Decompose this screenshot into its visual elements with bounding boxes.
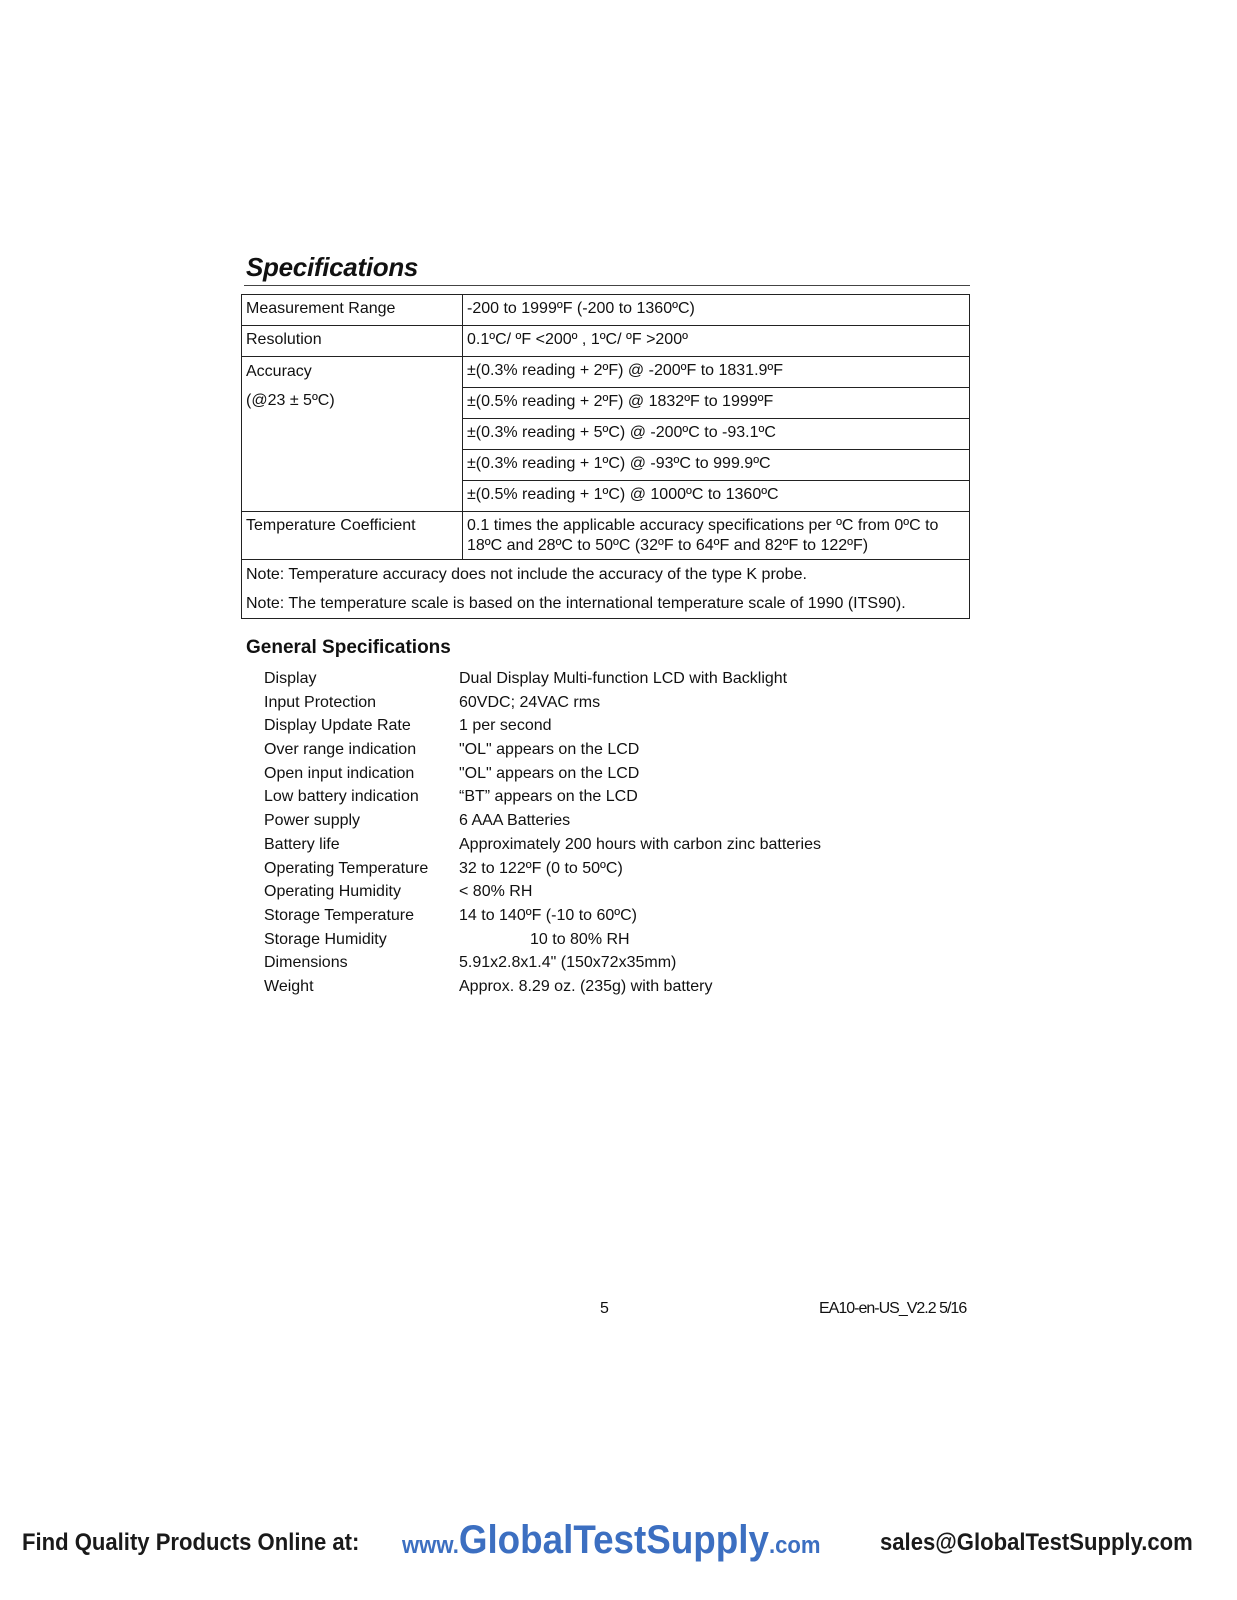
footer-banner <box>0 1518 1237 1568</box>
accuracy-value: ±(0.3% reading + 1ºC) @ -93ºC to 999.9ºC <box>463 450 970 481</box>
table-row <box>242 295 970 326</box>
list-item <box>264 691 964 715</box>
general-specifications-list <box>264 667 964 999</box>
resolution-value: 0.1ºC/ ºF <200º , 1ºC/ ºF >200º <box>463 326 970 357</box>
list-item <box>264 738 964 762</box>
spec-label: Dimensions <box>264 954 348 972</box>
table-row <box>242 326 970 357</box>
spec-value: 1 per second <box>459 717 552 735</box>
general-specifications-title: General Specifications <box>246 637 451 658</box>
spec-label: Weight <box>264 977 314 995</box>
spec-label: Storage Temperature <box>264 906 415 924</box>
specifications-table <box>241 294 970 619</box>
note-its90: Note: The temperature scale is based on the international temperature scale of 1990 (ITS90). <box>246 595 906 612</box>
url-prefix: www. <box>402 1532 459 1559</box>
list-item <box>264 785 964 809</box>
list-item <box>264 975 964 999</box>
list-item <box>264 762 964 786</box>
spec-label: Over range indication <box>264 741 417 759</box>
list-item <box>264 951 964 975</box>
spec-label: Open input indication <box>264 764 415 782</box>
accuracy-label: Accuracy <box>246 363 312 380</box>
accuracy-value: ±(0.3% reading + 5ºC) @ -200ºC to -93.1ºC <box>463 419 970 450</box>
spec-label: Low battery indication <box>264 788 419 806</box>
spec-value: Approximately 200 hours with carbon zinc batteries <box>459 835 821 853</box>
spec-label: Operating Humidity <box>264 883 401 901</box>
spec-label: Storage Humidity <box>264 930 387 948</box>
spec-value: 14 to 140ºF (-10 to 60ºC) <box>459 906 637 924</box>
accuracy-sublabel: (@23 ± 5ºC) <box>246 392 335 409</box>
accuracy-value: ±(0.3% reading + 2ºF) @ -200ºF to 1831.9ºF <box>463 357 970 388</box>
spec-value: 60VDC; 24VAC rms <box>459 693 601 711</box>
spec-value: 10 to 80% RH <box>530 930 630 948</box>
spec-value: < 80% RH <box>459 883 533 901</box>
table-row <box>242 357 970 388</box>
list-item <box>264 714 964 738</box>
specifications-title: Specifications <box>246 252 419 282</box>
list-item <box>264 880 964 904</box>
spec-value: Approx. 8.29 oz. (235g) with battery <box>459 977 713 995</box>
list-item <box>264 928 964 952</box>
spec-label: Display <box>264 670 317 687</box>
accuracy-label-cell <box>242 357 463 512</box>
spec-value: 32 to 122ºF (0 to 50ºC) <box>459 859 623 877</box>
title-rule <box>244 285 970 286</box>
spec-value: 5.91x2.8x1.4" (150x72x35mm) <box>459 954 677 972</box>
table-row <box>242 560 970 619</box>
list-item <box>264 667 964 691</box>
spec-value: "OL" appears on the LCD <box>459 741 640 759</box>
page-number: 5 <box>600 1300 609 1317</box>
list-item <box>264 833 964 857</box>
url-suffix: .com <box>768 1532 821 1559</box>
accuracy-value: ±(0.5% reading + 2ºF) @ 1832ºF to 1999ºF <box>463 388 970 419</box>
temp-coefficient-value: 0.1 times the applicable accuracy specifications per ºC from 0ºC to 18ºC and 28ºC to 50ºC (32ºF to 64ºF and 82ºF to 122ºF) <box>463 512 970 560</box>
website-link[interactable] <box>402 1518 820 1563</box>
measurement-range-label: Measurement Range <box>242 295 463 326</box>
spec-label: Power supply <box>264 812 361 830</box>
list-item <box>264 904 964 928</box>
spec-label: Operating Temperature <box>264 859 429 877</box>
spec-label: Input Protection <box>264 693 377 711</box>
email-link[interactable]: sales@GlobalTestSupply.com <box>880 1529 1193 1556</box>
notes-cell <box>242 560 970 619</box>
document-code: EA10-en-US_V2.2 5/16 <box>819 1300 967 1317</box>
measurement-range-value: -200 to 1999ºF (-200 to 1360ºC) <box>463 295 970 326</box>
list-item <box>264 857 964 881</box>
temp-coefficient-label: Temperature Coefficient <box>242 512 463 560</box>
resolution-label: Resolution <box>242 326 463 357</box>
note-probe: Note: Temperature accuracy does not include the accuracy of the type K probe. <box>246 566 807 583</box>
list-item <box>264 809 964 833</box>
url-main: GlobalTestSupply <box>458 1518 769 1562</box>
spec-value: Dual Display Multi-function LCD with Backlight <box>459 670 788 687</box>
table-row <box>242 512 970 560</box>
spec-value: 6 AAA Batteries <box>459 812 571 830</box>
spec-value: “BT” appears on the LCD <box>459 788 638 806</box>
spec-label: Battery life <box>264 835 340 853</box>
spec-value: "OL" appears on the LCD <box>459 764 640 782</box>
banner-tagline: Find Quality Products Online at: <box>22 1529 360 1556</box>
accuracy-value: ±(0.5% reading + 1ºC) @ 1000ºC to 1360ºC <box>463 481 970 512</box>
spec-label: Display Update Rate <box>264 717 411 735</box>
